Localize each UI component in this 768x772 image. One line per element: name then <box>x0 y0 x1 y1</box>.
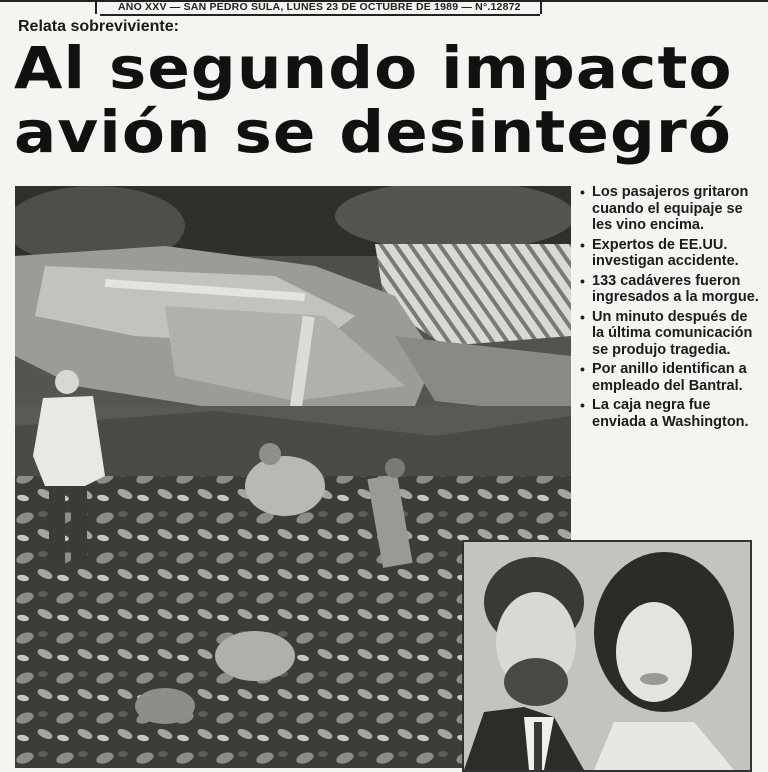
headline <box>14 36 768 164</box>
bullet-item: • 133 cadáveres fueron ingresados a la morgue. <box>580 273 760 306</box>
couple-illustration <box>464 542 750 770</box>
masthead-right-box <box>540 0 768 14</box>
dateline: AÑO XXV — SAN PEDRO SULA, LUNES 23 DE OCTUBRE DE 1989 — N°.12872 <box>118 1 521 13</box>
couple-portrait-photo <box>462 540 752 772</box>
bullet-item: • Un minuto después de la última comunicación se produjo tragedia. <box>580 309 760 359</box>
headline-line-1: Al segundo impacto <box>14 34 733 102</box>
summary-bullets <box>580 184 760 433</box>
bullet-item: • La caja negra fue enviada a Washington. <box>580 397 760 430</box>
masthead-left-box <box>0 0 97 14</box>
bullet-item: • Por anillo identifican a empleado del Bantral. <box>580 361 760 394</box>
headline-line-2: avión se desintegró <box>14 98 732 166</box>
kicker: Relata sobreviviente: <box>18 18 179 35</box>
bullet-item: • Los pasajeros gritaron cuando el equipaje se les vino encima. <box>580 184 760 234</box>
bullet-item: • Expertos de EE.UU. investigan accidente. <box>580 237 760 270</box>
masthead <box>0 0 768 16</box>
masthead-bottom-rule <box>100 14 540 16</box>
